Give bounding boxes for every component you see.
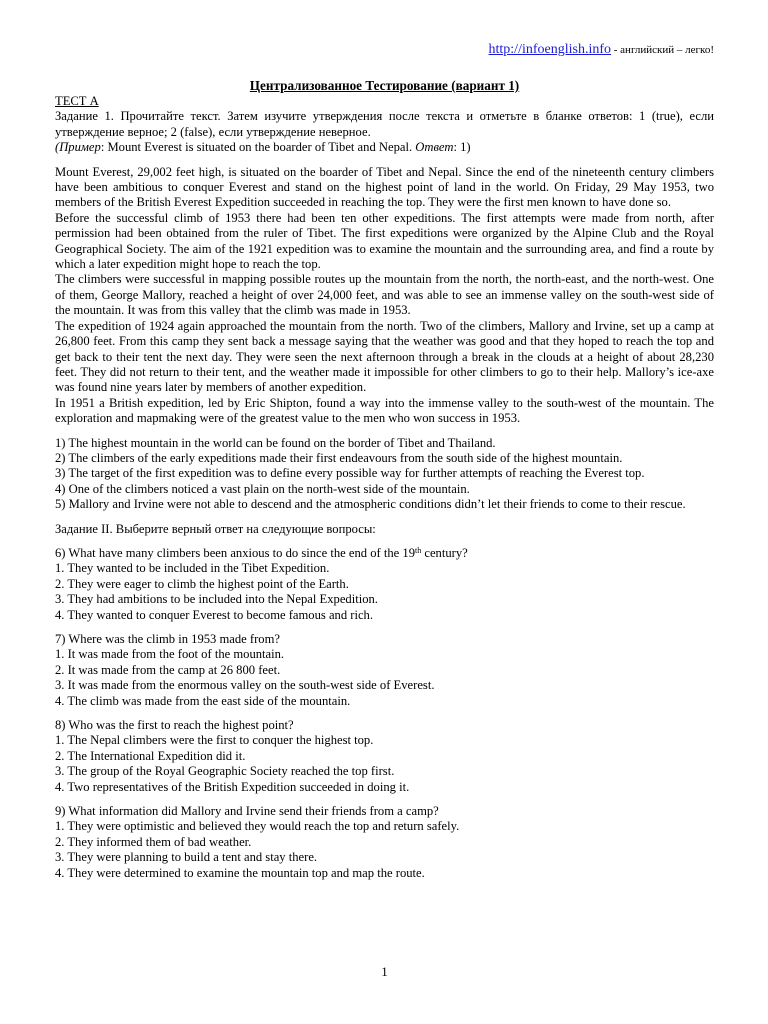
statements-list: [55, 436, 714, 513]
question-block: [55, 804, 714, 881]
statement-item: 5) Mallory and Irvine were not able to descend and the atmospheric conditions didn’t let their friends to come to their rescue.: [55, 497, 686, 512]
question-superscript: th: [415, 545, 422, 555]
question-text: [55, 546, 714, 561]
answer-option: 1. They were optimistic and believed they would reach the top and return safely.: [55, 819, 460, 834]
statement-item: 4) One of the climbers noticed a vast plain on the north-west side of the mountain.: [55, 481, 470, 496]
example-text: : Mount Everest is situated on the boarder of Tibet and Nepal.: [100, 140, 416, 155]
passage-paragraph: The climbers were successful in mapping possible routes up the mountain from the north, the north-east, and the north-west. One of them, George Mallory, reached a height of over 24,000 feet, and was able to see an immense valley on the south-west side of the mountain. It was from this valley that the climb was made in 1953.: [55, 272, 714, 318]
answer-option: 4. The climb was made from the east side of the mountain.: [55, 693, 351, 708]
answer-option: 4. Two representatives of the British Expedition succeeded in doing it.: [55, 779, 410, 794]
question-block: [55, 632, 714, 709]
answer-option: 3. It was made from the enormous valley on the south-west side of Everest.: [55, 678, 435, 693]
passage-paragraph: Mount Everest, 29,002 feet high, is situated on the boarder of Tibet and Nepal. Since the end of the nineteenth century climbers have been ambitious to conquer Everest and stand on the highest point of land in the world. On Friday, 29 May 1953, two members of the British Everest Expedition succeeded in reaching the top. They were the first men known to have done so.: [55, 164, 714, 210]
answer-label: Ответ: [415, 140, 454, 155]
test-label: ТЕСТ А: [55, 94, 99, 108]
question-text-end: century?: [421, 545, 468, 560]
site-link[interactable]: http://infoenglish.info: [488, 42, 612, 57]
passage-paragraph: In 1951 a British expedition, led by Eric Shipton, found a way into the immense valley to the south-west of the mountain. The exploration and mapmaking were of the greatest value to the men who won success in 1953.: [55, 395, 714, 426]
answer-option: 4. They wanted to conquer Everest to become famous and rich.: [55, 607, 374, 622]
task2-instruction: Задание II. Выберите верный ответ на следующие вопросы:: [55, 521, 376, 536]
answer-option: 2. It was made from the camp at 26 800 feet.: [55, 662, 281, 677]
example-label: (Пример: [55, 140, 101, 155]
passage-paragraph: The expedition of 1924 again approached the mountain from the north. Two of the climbers, Mallory and Irvine, set up a camp at 26,800 feet. From this camp they sent back a message saying that the weather was good and that they hoped to reach the top and get back to their tent the next day. They were seen the next afternoon through a break in the clouds at a height of about 28,230 feet. They did not return to their tent, and the weather made it impossible for other climbers to go to their help. Mallory’s ice-axe was found nine years later by members of another expedition.: [55, 318, 714, 395]
statement-item: 2) The climbers of the early expeditions made their first endeavours from the south side of the highest mountain.: [55, 450, 623, 465]
document-title: Централизованное Тестирование (вариант 1): [249, 78, 520, 93]
answer-text: : 1): [453, 140, 471, 155]
question-text: 7) Where was the climb in 1953 made from?: [55, 632, 280, 646]
reading-passage: [55, 165, 714, 427]
site-header: [489, 42, 714, 58]
answer-option: 2. They informed them of bad weather.: [55, 834, 252, 849]
task1-example: [55, 140, 714, 155]
task1-instruction: Задание 1. Прочитайте текст. Затем изучите утверждения после текста и отметьте в бланке ответов: 1 (true), если утверждение верное; 2 (false), если утверждение неверное.: [55, 109, 714, 139]
answer-option: 1. They wanted to be included in the Tibet Expedition.: [55, 561, 330, 576]
question-block: [55, 546, 714, 623]
question-text-main: 6) What have many climbers been anxious to do since the end of the 19: [55, 545, 415, 560]
answer-option: 1. The Nepal climbers were the first to conquer the highest top.: [55, 733, 374, 748]
answer-option: 3. The group of the Royal Geographic Society reached the top first.: [55, 764, 395, 779]
answer-option: 2. They were eager to climb the highest point of the Earth.: [55, 576, 349, 591]
question-block: [55, 718, 714, 795]
document-body: [55, 94, 714, 881]
answer-option: 1. It was made from the foot of the mountain.: [55, 647, 285, 662]
answer-option: 3. They were planning to build a tent and stay there.: [55, 850, 318, 865]
passage-paragraph: Before the successful climb of 1953 there had been ten other expeditions. The first attempts were made from north, after permission had been obtained from the ruler of Tibet. The first expeditions were organized by the Alpine Club and the Royal Geographical Society. The aim of the 1921 expedition was to examine the mountain and the surrounding area, and find a route by which a later expedition might hope to reach the top.: [55, 210, 714, 272]
question-text: 9) What information did Mallory and Irvine send their friends from a camp?: [55, 804, 439, 819]
statement-item: 1) The highest mountain in the world can be found on the border of Tibet and Thailand.: [55, 435, 496, 450]
answer-option: 4. They were determined to examine the mountain top and map the route.: [55, 865, 425, 880]
question-text: 8) Who was the first to reach the highest point?: [55, 718, 294, 733]
statement-item: 3) The target of the first expedition was to define every possible way for further attempts of reaching the Everest top.: [55, 466, 645, 481]
page-number: 1: [381, 964, 388, 979]
answer-option: 2. The International Expedition did it.: [55, 748, 246, 763]
site-tagline: - английский – легко!: [611, 44, 714, 56]
answer-option: 3. They had ambitions to be included into the Nepal Expedition.: [55, 592, 378, 607]
